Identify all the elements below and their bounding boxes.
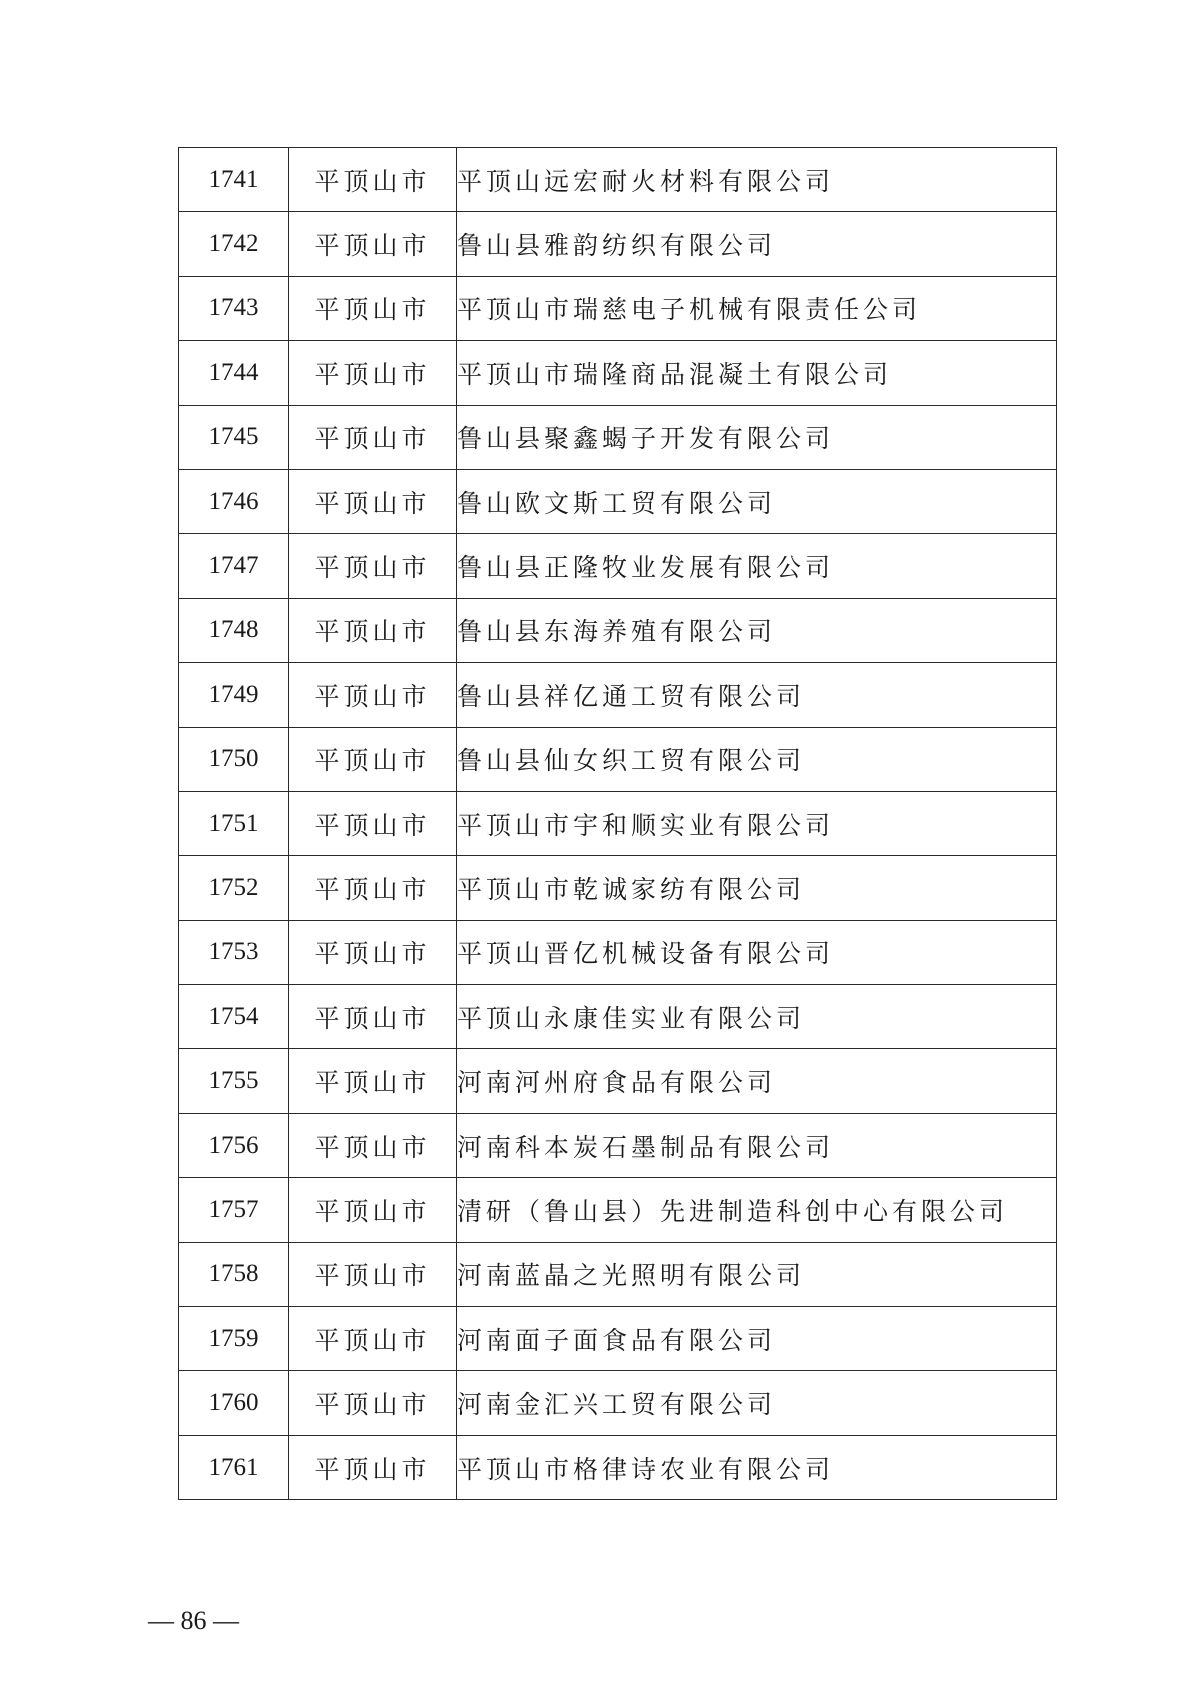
table-row	[179, 405, 1057, 469]
table-row	[179, 856, 1057, 920]
company-list-table	[178, 147, 1057, 1500]
city-cell: 平顶山市	[289, 276, 457, 340]
city-cell: 平顶山市	[289, 1049, 457, 1113]
table-row	[179, 1435, 1057, 1499]
city-cell: 平顶山市	[289, 985, 457, 1049]
row-number-cell: 1745	[179, 405, 289, 469]
row-number-cell: 1752	[179, 856, 289, 920]
company-name-cell: 鲁山县祥亿通工贸有限公司	[457, 663, 1057, 727]
table-row	[179, 1307, 1057, 1371]
table-row	[179, 341, 1057, 405]
city-cell: 平顶山市	[289, 212, 457, 276]
table-row	[179, 663, 1057, 727]
row-number-cell: 1741	[179, 148, 289, 212]
table-row	[179, 534, 1057, 598]
table-row	[179, 598, 1057, 662]
row-number-cell: 1761	[179, 1435, 289, 1499]
table-row	[179, 148, 1057, 212]
company-name-cell: 鲁山县雅韵纺织有限公司	[457, 212, 1057, 276]
row-number-cell: 1760	[179, 1371, 289, 1435]
row-number-cell: 1743	[179, 276, 289, 340]
company-name-cell: 河南面子面食品有限公司	[457, 1307, 1057, 1371]
row-number-cell: 1748	[179, 598, 289, 662]
city-cell: 平顶山市	[289, 469, 457, 533]
row-number-cell: 1747	[179, 534, 289, 598]
row-number-cell: 1742	[179, 212, 289, 276]
company-name-cell: 平顶山市乾诚家纺有限公司	[457, 856, 1057, 920]
company-name-cell: 平顶山远宏耐火材料有限公司	[457, 148, 1057, 212]
company-name-cell: 河南金汇兴工贸有限公司	[457, 1371, 1057, 1435]
company-name-cell: 清研（鲁山县）先进制造科创中心有限公司	[457, 1178, 1057, 1242]
row-number-cell: 1751	[179, 791, 289, 855]
company-name-cell: 河南河州府食品有限公司	[457, 1049, 1057, 1113]
company-name-cell: 河南科本炭石墨制品有限公司	[457, 1113, 1057, 1177]
company-name-cell: 鲁山县聚鑫蝎子开发有限公司	[457, 405, 1057, 469]
company-name-cell: 平顶山市格律诗农业有限公司	[457, 1435, 1057, 1499]
row-number-cell: 1753	[179, 920, 289, 984]
table-row	[179, 1049, 1057, 1113]
row-number-cell: 1749	[179, 663, 289, 727]
table-row	[179, 276, 1057, 340]
company-name-cell: 鲁山县正隆牧业发展有限公司	[457, 534, 1057, 598]
row-number-cell: 1746	[179, 469, 289, 533]
city-cell: 平顶山市	[289, 405, 457, 469]
company-name-cell: 平顶山市瑞慈电子机械有限责任公司	[457, 276, 1057, 340]
city-cell: 平顶山市	[289, 534, 457, 598]
city-cell: 平顶山市	[289, 1113, 457, 1177]
table-body	[179, 148, 1057, 1500]
table-row	[179, 791, 1057, 855]
row-number-cell: 1754	[179, 985, 289, 1049]
page-number: — 86 —	[148, 1606, 239, 1635]
city-cell: 平顶山市	[289, 1371, 457, 1435]
company-name-cell: 平顶山市宇和顺实业有限公司	[457, 791, 1057, 855]
row-number-cell: 1759	[179, 1307, 289, 1371]
row-number-cell: 1750	[179, 727, 289, 791]
city-cell: 平顶山市	[289, 598, 457, 662]
company-name-cell: 平顶山晋亿机械设备有限公司	[457, 920, 1057, 984]
table-row	[179, 1113, 1057, 1177]
table-row	[179, 727, 1057, 791]
table-row	[179, 469, 1057, 533]
company-name-cell: 鲁山县东海养殖有限公司	[457, 598, 1057, 662]
table-row	[179, 1178, 1057, 1242]
company-name-cell: 鲁山县仙女织工贸有限公司	[457, 727, 1057, 791]
city-cell: 平顶山市	[289, 920, 457, 984]
table-row	[179, 1371, 1057, 1435]
city-cell: 平顶山市	[289, 341, 457, 405]
company-name-cell: 鲁山欧文斯工贸有限公司	[457, 469, 1057, 533]
row-number-cell: 1758	[179, 1242, 289, 1306]
company-name-cell: 平顶山市瑞隆商品混凝土有限公司	[457, 341, 1057, 405]
table-row	[179, 985, 1057, 1049]
company-name-cell: 平顶山永康佳实业有限公司	[457, 985, 1057, 1049]
row-number-cell: 1744	[179, 341, 289, 405]
city-cell: 平顶山市	[289, 727, 457, 791]
row-number-cell: 1756	[179, 1113, 289, 1177]
city-cell: 平顶山市	[289, 1242, 457, 1306]
table-row	[179, 1242, 1057, 1306]
city-cell: 平顶山市	[289, 856, 457, 920]
city-cell: 平顶山市	[289, 1178, 457, 1242]
row-number-cell: 1755	[179, 1049, 289, 1113]
city-cell: 平顶山市	[289, 148, 457, 212]
city-cell: 平顶山市	[289, 663, 457, 727]
city-cell: 平顶山市	[289, 1435, 457, 1499]
company-name-cell: 河南蓝晶之光照明有限公司	[457, 1242, 1057, 1306]
city-cell: 平顶山市	[289, 1307, 457, 1371]
city-cell: 平顶山市	[289, 791, 457, 855]
table-row	[179, 212, 1057, 276]
table-row	[179, 920, 1057, 984]
row-number-cell: 1757	[179, 1178, 289, 1242]
